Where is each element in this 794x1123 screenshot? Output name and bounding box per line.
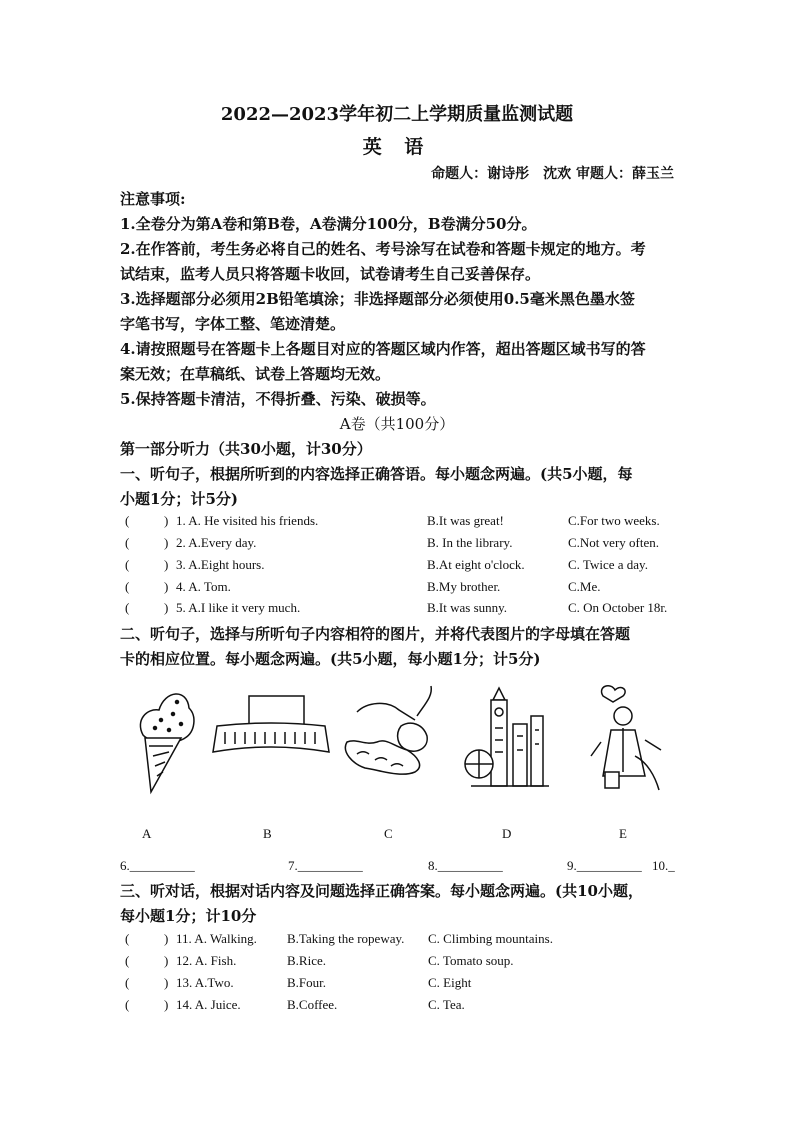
magician-picture xyxy=(591,686,661,790)
answer-paren-open: ( xyxy=(125,535,130,550)
notes-item: 1.全卷分为第A卷和第B卷，A卷满分100分，B卷满分50分。 xyxy=(120,215,537,233)
option-b: B.Four. xyxy=(287,975,327,990)
answer-blank-6: 6.__________ xyxy=(120,858,195,873)
section2-instructions: 二、听句子，选择与所听句子内容相符的图片，并将代表图片的字母填在答题 xyxy=(120,625,631,643)
question-stem: 12. A. Fish. xyxy=(176,953,237,968)
question-stem: 13. A.Two. xyxy=(176,975,234,990)
answer-paren-close: ) xyxy=(164,535,169,550)
section2-instructions: 卡的相应位置。每小题念两遍。(共5小题，每小题1分；计5分) xyxy=(120,650,541,668)
option-b: B.It was great! xyxy=(427,513,504,528)
section3-instructions: 三、听对话，根据对话内容及问题选择正确答案。每小题念两遍。(共10小题， xyxy=(120,882,643,900)
option-c: C. Tomato soup. xyxy=(428,953,514,968)
part1-heading: 第一部分听力（共30小题，计30分） xyxy=(120,440,372,458)
question-stem: 2. A.Every day. xyxy=(176,535,257,550)
swimmer-picture xyxy=(345,686,431,774)
notes-item: 5.保持答题卡清洁，不得折叠、污染、破损等。 xyxy=(120,390,436,408)
option-c: C. Eight xyxy=(428,975,472,990)
option-b: B.Rice. xyxy=(287,953,326,968)
volume-a-heading: A卷（共100分） xyxy=(339,415,455,433)
answer-paren-open: ( xyxy=(125,513,130,528)
answer-paren-open: ( xyxy=(125,557,130,572)
question-stem: 5. A.I like it very much. xyxy=(176,600,301,615)
option-c: C. On October 18r. xyxy=(568,600,668,615)
answer-blank-10: 10._ xyxy=(652,858,675,873)
picture-label-c: C xyxy=(384,826,393,841)
option-b: B.It was sunny. xyxy=(427,600,508,615)
notes-heading: 注意事项: xyxy=(120,190,186,208)
exam-title: 2022—2023学年初二上学期质量监测试题 xyxy=(220,104,574,125)
answer-paren-close: ) xyxy=(164,557,169,572)
question-stem: 11. A. Walking. xyxy=(176,931,257,946)
option-c: C. Tea. xyxy=(428,997,465,1012)
answer-blank-7: 7.__________ xyxy=(288,858,363,873)
option-b: B.Taking the ropeway. xyxy=(287,931,405,946)
answer-paren-open: ( xyxy=(125,975,130,990)
question-stem: 4. A. Tom. xyxy=(176,579,231,594)
ice-cream-picture xyxy=(140,694,194,792)
city-picture xyxy=(465,688,549,786)
notes-item: 2.在作答前，考生务必将自己的姓名、考号涂写在试卷和答题卡规定的地方。考 xyxy=(120,240,646,258)
answer-paren-close: ) xyxy=(164,579,169,594)
option-c: C.Not very often. xyxy=(568,535,659,550)
answer-paren-open: ( xyxy=(125,953,130,968)
answer-paren-close: ) xyxy=(164,975,169,990)
notes-item: 4.请按照题号在答题卡上各题目对应的答题区域内作答，超出答题区域书写的答 xyxy=(120,340,646,358)
picture-label-e: E xyxy=(619,826,627,841)
cinema-picture xyxy=(213,696,329,752)
answer-paren-close: ) xyxy=(164,997,169,1012)
option-c: C.For two weeks. xyxy=(568,513,660,528)
option-b: B.Coffee. xyxy=(287,997,338,1012)
option-b: B.My brother. xyxy=(427,579,501,594)
answer-paren-open: ( xyxy=(125,997,130,1012)
notes-item: 字笔书写，字体工整、笔迹清楚。 xyxy=(120,315,346,333)
authors-line: 命题人：谢诗彤 沈欢 审题人：薛玉兰 xyxy=(431,166,674,182)
notes-item: 3.选择题部分必须用2B铅笔填涂；非选择题部分必须使用0.5毫米黑色墨水签 xyxy=(120,290,635,308)
option-c: C.Me. xyxy=(568,579,601,594)
picture-row xyxy=(125,680,685,810)
question-stem: 3. A.Eight hours. xyxy=(176,557,265,572)
answer-paren-close: ) xyxy=(164,953,169,968)
subject-title: 英 语 xyxy=(362,136,432,158)
answer-paren-close: ) xyxy=(164,931,169,946)
picture-label-d: D xyxy=(502,826,512,841)
notes-item: 试结束，监考人员只将答题卡收回，试卷请考生自己妥善保存。 xyxy=(120,265,541,283)
section3-instructions: 每小题1分；计10分 xyxy=(120,907,257,925)
notes-item: 案无效；在草稿纸、试卷上答题均无效。 xyxy=(120,365,391,383)
option-c: C. Twice a day. xyxy=(568,557,648,572)
picture-label-a: A xyxy=(142,826,152,841)
answer-paren-close: ) xyxy=(164,600,169,615)
option-c: C. Climbing mountains. xyxy=(428,931,553,946)
answer-blank-9: 9.__________ xyxy=(567,858,642,873)
answer-paren-open: ( xyxy=(125,579,130,594)
section1-instructions: 一、听句子，根据所听到的内容选择正确答语。每小题念两遍。(共5小题，每 xyxy=(120,465,633,483)
answer-paren-open: ( xyxy=(125,600,130,615)
picture-label-b: B xyxy=(263,826,272,841)
answer-paren-open: ( xyxy=(125,931,130,946)
answer-blank-8: 8.__________ xyxy=(428,858,503,873)
answer-paren-close: ) xyxy=(164,513,169,528)
question-stem: 1. A. He visited his friends. xyxy=(176,513,319,528)
section1-instructions: 小题1分；计5分) xyxy=(120,490,238,508)
option-b: B. In the library. xyxy=(427,535,513,550)
question-stem: 14. A. Juice. xyxy=(176,997,241,1012)
option-b: B.At eight o'clock. xyxy=(427,557,525,572)
